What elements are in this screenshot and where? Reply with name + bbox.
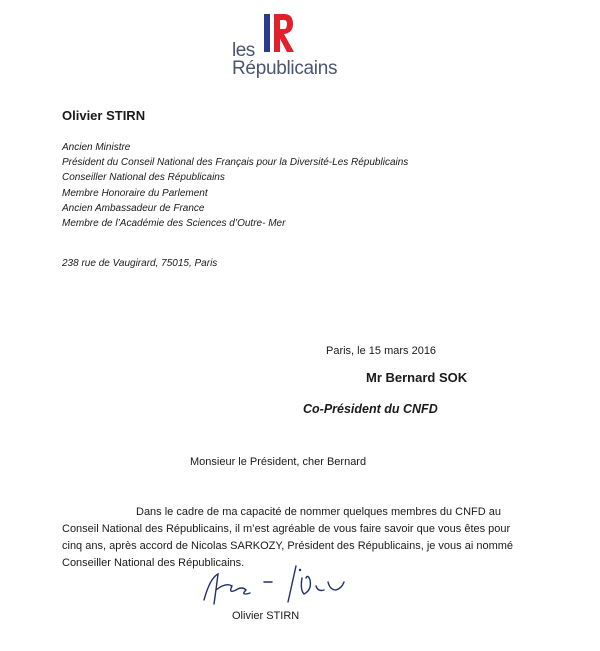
sender-title: Conseiller National des Républicains bbox=[62, 172, 225, 184]
signature-name: Olivier STIRN bbox=[232, 610, 300, 622]
sender-title: Président du Conseil National des Français pour la Diversité-Les Républicains bbox=[62, 157, 409, 169]
salutation: Monsieur le Président, cher Bernard bbox=[190, 456, 367, 468]
letter-date: Paris, le 15 mars 2016 bbox=[326, 345, 437, 357]
sender-title: Ancien Ambassadeur de France bbox=[62, 202, 205, 214]
sender-titles bbox=[62, 140, 408, 231]
recipient-role: Co-Président du CNFD bbox=[303, 402, 438, 416]
sender-title: Membre Honoraire du Parlement bbox=[62, 187, 208, 199]
sender-title: Ancien Ministre bbox=[62, 142, 131, 153]
body-line: Dans le cadre de ma capacité de nommer quelques membres du CNFD au bbox=[136, 506, 502, 518]
sender-name: Olivier STIRN bbox=[62, 108, 146, 123]
handwritten-signature bbox=[196, 560, 356, 610]
logo-mark-icon bbox=[262, 12, 296, 54]
logo-text-les: les bbox=[232, 40, 255, 61]
body-line: cinq ans, après accord de Nicolas SARKOZY, Président des Républicains, je vous ai nommé bbox=[62, 540, 514, 552]
sender-address: 238 rue de Vaugirard, 75015, Paris bbox=[62, 258, 218, 269]
logo-text-republicains: Républicains bbox=[232, 58, 338, 79]
sender-title: Membre de l’Académie des Sciences d’Outre- Mer bbox=[62, 218, 286, 230]
body-line: Conseil National des Républicains, il m’est agréable de vous faire savoir que vous êtes pour bbox=[62, 523, 511, 535]
body-line: Conseiller National des Républicains. bbox=[62, 557, 245, 569]
recipient-name: Mr Bernard SOK bbox=[366, 370, 468, 385]
